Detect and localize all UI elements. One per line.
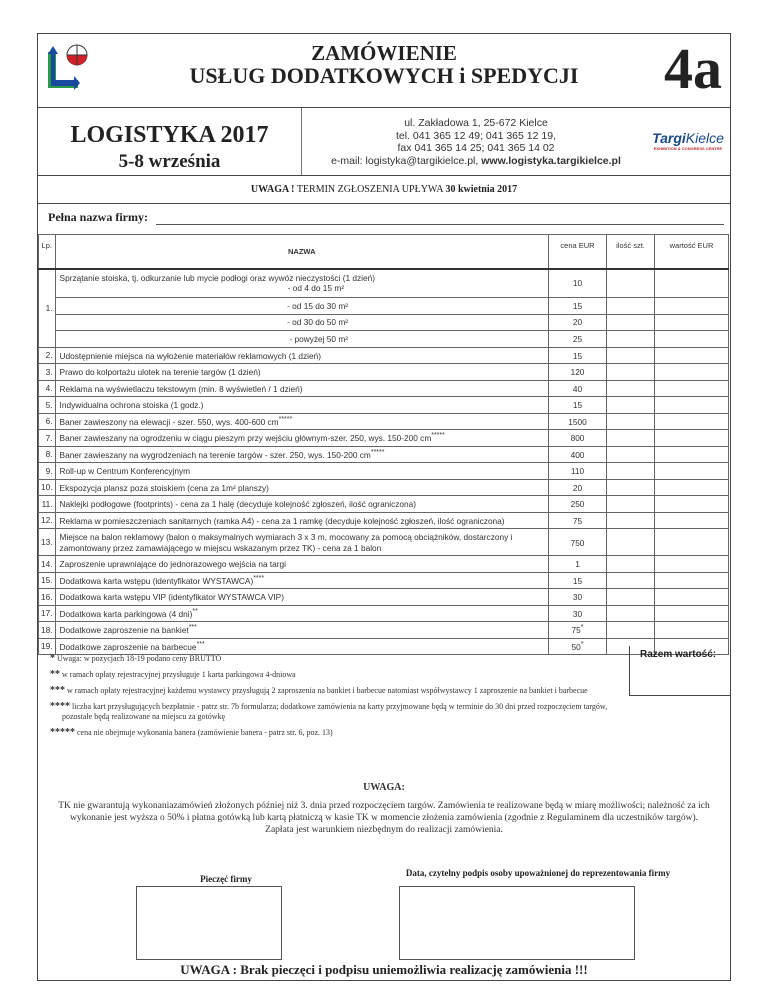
footnote <box>50 686 616 696</box>
item-name: Baner zawieszony na elewacji - szer. 550, wys. 400-600 cm <box>59 416 279 427</box>
item-name: Baner zawieszany na ogrodzeniu w ciągu pieszym przy wejściu głównym-szer. 250, wys. 150-200 cm <box>59 433 432 444</box>
targi-kielce-logo <box>650 130 726 151</box>
qty-field[interactable] <box>607 529 655 556</box>
item-name: Indywidualna ochrona stoiska (1 godz.) <box>59 400 204 411</box>
qty-field[interactable] <box>607 446 655 463</box>
footnote <box>50 654 616 664</box>
footnote <box>50 702 616 722</box>
price-value: 110 <box>570 466 585 477</box>
table-row <box>39 397 729 414</box>
row-name <box>55 638 548 655</box>
row-price: 25 <box>549 331 607 348</box>
row-lp: 5. <box>39 397 56 414</box>
row-lp: 4. <box>39 380 56 397</box>
price-value: 800 <box>570 433 585 444</box>
row-lp: 15. <box>39 572 56 589</box>
footnote-text: Uwaga: w pozycjach 18-19 podano ceny BRUTTO <box>57 654 222 663</box>
fax: fax 041 365 14 25; 041 365 14 02 <box>397 142 555 154</box>
qty-field[interactable] <box>607 331 655 348</box>
value-field[interactable] <box>655 331 729 348</box>
table-row <box>39 446 729 463</box>
qty-field[interactable] <box>607 622 655 639</box>
brand-targi: Targi <box>652 130 686 146</box>
final-warning: UWAGA : Brak pieczęci i podpisu uniemożliwia realizację zamówienia !!! <box>180 962 588 977</box>
footnote-mark: ***** <box>278 415 293 423</box>
price-value: 15 <box>572 575 583 586</box>
price-value: 15 <box>572 400 583 411</box>
qty-field[interactable] <box>607 347 655 364</box>
footnote-mark: **** <box>253 574 265 582</box>
form-subtitle: USŁUG DODATKOWYCH i SPEDYCJI <box>189 63 579 88</box>
row-lp: 3. <box>39 364 56 381</box>
value-field[interactable] <box>655 556 729 573</box>
value-field[interactable] <box>655 572 729 589</box>
value-field[interactable] <box>655 605 729 622</box>
qty-field[interactable] <box>607 298 655 315</box>
value-field[interactable] <box>655 512 729 529</box>
stamp-label: Pieczęć firmy <box>200 874 252 884</box>
table-row <box>39 380 729 397</box>
price-value: 1500 <box>568 416 587 427</box>
table-row <box>39 463 729 480</box>
item-name: Dodatkowa karta parkingowa (4 dni) <box>59 608 193 619</box>
order-form <box>37 33 731 981</box>
row-name <box>55 269 548 298</box>
deadline-prefix: UWAGA ! <box>250 184 295 195</box>
footnote-mark: ***** <box>370 448 385 456</box>
table-row <box>39 622 729 639</box>
total-value-box[interactable] <box>629 646 731 696</box>
row-name <box>55 397 548 414</box>
value-field[interactable] <box>655 446 729 463</box>
notice <box>58 782 710 836</box>
item-name: Ekspozycja plansz poza stoiskiem (cena za 1m² planszy) <box>59 482 269 493</box>
price-mark: * <box>580 624 584 632</box>
price-value: 750 <box>570 537 585 548</box>
row-lp: 12. <box>39 512 56 529</box>
item-name: Prawo do kolportażu ulotek na terenie targów (1 dzień) <box>59 367 261 378</box>
row-name <box>55 622 548 639</box>
header-value: wartość EUR <box>655 235 729 269</box>
row-lp: 2. <box>39 347 56 364</box>
qty-field[interactable] <box>607 572 655 589</box>
price-value: 30 <box>572 608 583 619</box>
header-lp: Lp. <box>39 235 56 269</box>
item-name: Dodatkowa karta wstępu (identyfikator WYSTAWCA) <box>59 575 254 586</box>
website-link[interactable]: www.logistyka.targikielce.pl <box>481 154 621 167</box>
value-field[interactable] <box>655 413 729 430</box>
price-value: 50 <box>571 641 581 652</box>
row-name <box>55 380 548 397</box>
row-name <box>55 556 548 573</box>
qty-field[interactable] <box>607 605 655 622</box>
qty-field[interactable] <box>607 314 655 331</box>
row-price <box>549 512 607 529</box>
tier-label: - od 4 do 15 m² <box>287 283 344 294</box>
qty-field[interactable] <box>607 269 655 298</box>
form-number: 4a <box>664 36 722 101</box>
footnote-mark: * <box>50 653 55 664</box>
deadline-row <box>38 176 730 204</box>
footnotes <box>50 654 616 744</box>
signature-label: Data, czytelny podpis osoby upoważnionej do reprezentowania firmy <box>405 868 671 878</box>
item-name: Reklama w pomieszczeniach sanitarnych (ramka A4) - cena za 1 ramkę (decyduje kolejność zgłoszeń, ilość ograniczona) <box>59 515 505 526</box>
qty-field[interactable] <box>607 397 655 414</box>
event-name: LOGISTYKA 2017 <box>70 122 269 148</box>
services-table <box>38 234 729 655</box>
footnote-mark: *** <box>50 685 65 696</box>
row-lp: 14. <box>39 556 56 573</box>
price-value: 250 <box>570 499 585 510</box>
footnote-text: w ramach opłaty rejestracyjnej każdemu wystawcy przysługują 2 zaproszenia na bankiet i barbecue natomiast współwystawcy 1 zaproszenie na bankiet i barbecue <box>67 686 588 695</box>
total-label: Razem wartość: <box>640 649 717 660</box>
row-price <box>549 380 607 397</box>
qty-field[interactable] <box>607 463 655 480</box>
item-name: Udostępnienie miejsca na wyłożenie materiałów reklamowych (1 dzień) <box>59 350 322 361</box>
row-price <box>549 572 607 589</box>
value-field[interactable] <box>655 463 729 480</box>
signature-box[interactable] <box>399 886 635 960</box>
item-name: Miejsce na balon reklamowy (balon o maksymalnych wymiarach 3 x 3 m, mocowany za pomocą obciążników, dostarczony i zamontowany przez zamawiającego w miejscu wskazanym przez TK) - cena za 1 balon <box>59 531 513 553</box>
value-field[interactable] <box>655 622 729 639</box>
price-value: 30 <box>572 592 583 603</box>
qty-field[interactable] <box>607 364 655 381</box>
price-value: 40 <box>572 383 583 394</box>
qty-field[interactable] <box>607 479 655 496</box>
table-row <box>39 589 729 606</box>
contact-info <box>304 117 648 167</box>
row-price <box>549 622 607 639</box>
table-row <box>39 556 729 573</box>
table-row <box>39 413 729 430</box>
item-name: Dodatkowe zaproszenie na barbecue <box>59 641 197 652</box>
deadline-text: TERMIN ZGŁOSZENIA UPŁYWA <box>294 184 446 195</box>
item-name: Naklejki podłogowe (footprints) - cena za 1 halę (decyduje kolejność zgłoszeń, ilość ograniczona) <box>59 499 417 510</box>
row-price: 15 <box>549 298 607 315</box>
item-name: Dodatkowe zaproszenie na bankiet <box>59 625 189 636</box>
table-row <box>39 331 729 348</box>
company-name-field[interactable] <box>156 224 724 225</box>
value-field[interactable] <box>655 496 729 513</box>
price-value: 75 <box>572 515 583 526</box>
row-lp: 8. <box>39 446 56 463</box>
row-name <box>55 605 548 622</box>
row-lp: 6. <box>39 413 56 430</box>
tier-label: - od 15 do 30 m² <box>55 298 548 315</box>
row-price: 20 <box>549 314 607 331</box>
row-price <box>549 605 607 622</box>
row-price: 10 <box>549 269 607 298</box>
table-row <box>39 605 729 622</box>
footnote-mark: ***** <box>431 432 445 440</box>
email[interactable]: e-mail: logistyka@targikielce.pl, <box>331 154 482 167</box>
table-row <box>39 512 729 529</box>
company-row <box>38 204 730 234</box>
row-name <box>55 512 548 529</box>
row-name <box>55 364 548 381</box>
address: ul. Zakładowa 1, 25-672 Kielce <box>404 117 548 129</box>
footnote-mark: *** <box>196 640 205 648</box>
footnote-mark: **** <box>50 701 70 712</box>
value-field[interactable] <box>655 397 729 414</box>
value-field[interactable] <box>655 589 729 606</box>
form-title: ZAMÓWIENIE <box>311 41 457 65</box>
company-label: Pełna nazwa firmy: <box>48 210 148 224</box>
footnote-text: cena nie obejmuje wykonania banera (zamówienie banera - patrz str. 6, poz. 13) <box>77 728 333 737</box>
footnote-mark: ** <box>192 607 198 615</box>
item-name: Zaproszenie uprawniające do jednorazowego wejścia na targi <box>59 559 287 570</box>
item1-name: Sprzątanie stoiska, tj. odkurzanie lub mycie podłogi oraz wywóz nieczystości (1 dzień) <box>59 273 375 284</box>
value-field[interactable] <box>655 430 729 447</box>
item-name: Baner zawieszany na wygrodzeniach na terenie targów - szer. 250, wys. 150-200 cm <box>59 449 371 460</box>
row-name <box>55 529 548 556</box>
value-field[interactable] <box>655 529 729 556</box>
deadline-date: 30 kwietnia 2017 <box>445 184 518 195</box>
table-row <box>39 529 729 556</box>
table-row <box>39 479 729 496</box>
row-lp: 1. <box>39 269 56 348</box>
event-info <box>38 108 302 175</box>
table-row <box>39 430 729 447</box>
row-price <box>549 397 607 414</box>
table-row <box>39 347 729 364</box>
table-row <box>39 638 729 655</box>
footnote-text: liczba kart przysługujących bezpłatnie - patrz str. 7b formularza; dodatkowe zamówienia na karty przyjmowane będą w terminie do 30 dni przed rozpoczęciem targów, pozostałe będą realizowane na miejscu za gotówkę <box>62 702 608 721</box>
brand-tagline: EXHIBITION & CONGRESS CENTRE <box>653 146 723 151</box>
footnote-text: w ramach opłaty rejestracyjnej przysługuje 1 karta parkingowa 4-dniowa <box>62 670 296 679</box>
value-field[interactable] <box>655 479 729 496</box>
row-price <box>549 556 607 573</box>
qty-field[interactable] <box>607 512 655 529</box>
table-row <box>39 314 729 331</box>
footnote-mark: ** <box>50 669 60 680</box>
footnote-mark: *** <box>188 624 197 632</box>
row-lp: 16. <box>39 589 56 606</box>
event-dates: 5-8 września <box>118 151 221 172</box>
row-price <box>549 589 607 606</box>
value-field[interactable] <box>655 364 729 381</box>
tier-label: - od 30 do 50 m² <box>55 314 548 331</box>
row-lp: 10. <box>39 479 56 496</box>
item-name: Roll-up w Centrum Konferencyjnym <box>59 466 191 477</box>
title-row <box>38 34 730 108</box>
notice-title: UWAGA: <box>363 782 405 793</box>
row-name <box>55 572 548 589</box>
row-lp: 11. <box>39 496 56 513</box>
row-lp: 18. <box>39 622 56 639</box>
notice-text: TK nie gwarantują wykonaniazamówień złożonych później niż 3. dnia przed rozpoczęciem targów. Zamówienia te realizowane będą w miarę możliwości; należność za ich wykonanie jest wyższa o 50% i płatna gotówką lub kartą płatniczą w kasie TK w momencie złożenia zamówienia (zgodnie z Regulaminem dla uczestników targów). Zapłata jest warunkiem niezbędnym do realizacji zamówienia. <box>58 801 710 835</box>
table-row <box>39 269 729 298</box>
value-field[interactable] <box>655 314 729 331</box>
qty-field[interactable] <box>607 496 655 513</box>
row-price <box>549 413 607 430</box>
row-price <box>549 446 607 463</box>
stamp-box[interactable] <box>136 886 282 960</box>
header-qty: ilość szt. <box>607 235 655 269</box>
row-lp: 7. <box>39 430 56 447</box>
header-price: cena EUR <box>549 235 607 269</box>
qty-field[interactable] <box>607 556 655 573</box>
price-value: 75 <box>571 625 581 636</box>
value-field[interactable] <box>655 269 729 298</box>
footnote-mark: ***** <box>50 727 75 738</box>
price-value: 15 <box>572 350 583 361</box>
header-name: NAZWA <box>55 235 548 269</box>
row-lp: 13. <box>39 529 56 556</box>
item-name: Dodatkowa karta wstępu VIP (identyfikator WYSTAWCA VIP) <box>59 592 284 603</box>
table-row <box>39 496 729 513</box>
price-value: 1 <box>575 559 580 570</box>
row-name <box>55 347 548 364</box>
row-name <box>55 413 548 430</box>
table-row <box>39 364 729 381</box>
phone: tel. 041 365 12 49; 041 365 12 19, <box>396 129 556 142</box>
qty-field[interactable] <box>607 380 655 397</box>
qty-field[interactable] <box>607 430 655 447</box>
row-name <box>55 446 548 463</box>
row-price <box>549 479 607 496</box>
table-row <box>39 298 729 315</box>
row-lp: 17. <box>39 605 56 622</box>
row-name <box>55 430 548 447</box>
value-field[interactable] <box>655 380 729 397</box>
row-name <box>55 479 548 496</box>
value-field[interactable] <box>655 298 729 315</box>
row-name <box>55 496 548 513</box>
row-lp: 19. <box>39 638 56 655</box>
table-row <box>39 572 729 589</box>
qty-field[interactable] <box>607 589 655 606</box>
row-price <box>549 430 607 447</box>
row-price <box>549 638 607 655</box>
row-price <box>549 496 607 513</box>
brand-kielce: Kielce <box>685 130 724 146</box>
row-price <box>549 529 607 556</box>
row-name <box>55 589 548 606</box>
row-price <box>549 463 607 480</box>
price-value: 120 <box>570 367 585 378</box>
price-value: 20 <box>572 482 583 493</box>
tier-label: - powyżej 50 m² <box>55 331 548 348</box>
value-field[interactable] <box>655 347 729 364</box>
row-price <box>549 347 607 364</box>
price-value: 400 <box>570 449 585 460</box>
info-row <box>38 108 730 176</box>
row-lp: 9. <box>39 463 56 480</box>
item-name: Reklama na wyświetlaczu tekstowym (min. 8 wyświetleń / 1 dzień) <box>59 383 303 394</box>
row-name <box>55 463 548 480</box>
qty-field[interactable] <box>607 413 655 430</box>
price-mark: * <box>580 640 584 648</box>
footnote <box>50 670 616 680</box>
row-price <box>549 364 607 381</box>
footnote <box>50 728 616 738</box>
